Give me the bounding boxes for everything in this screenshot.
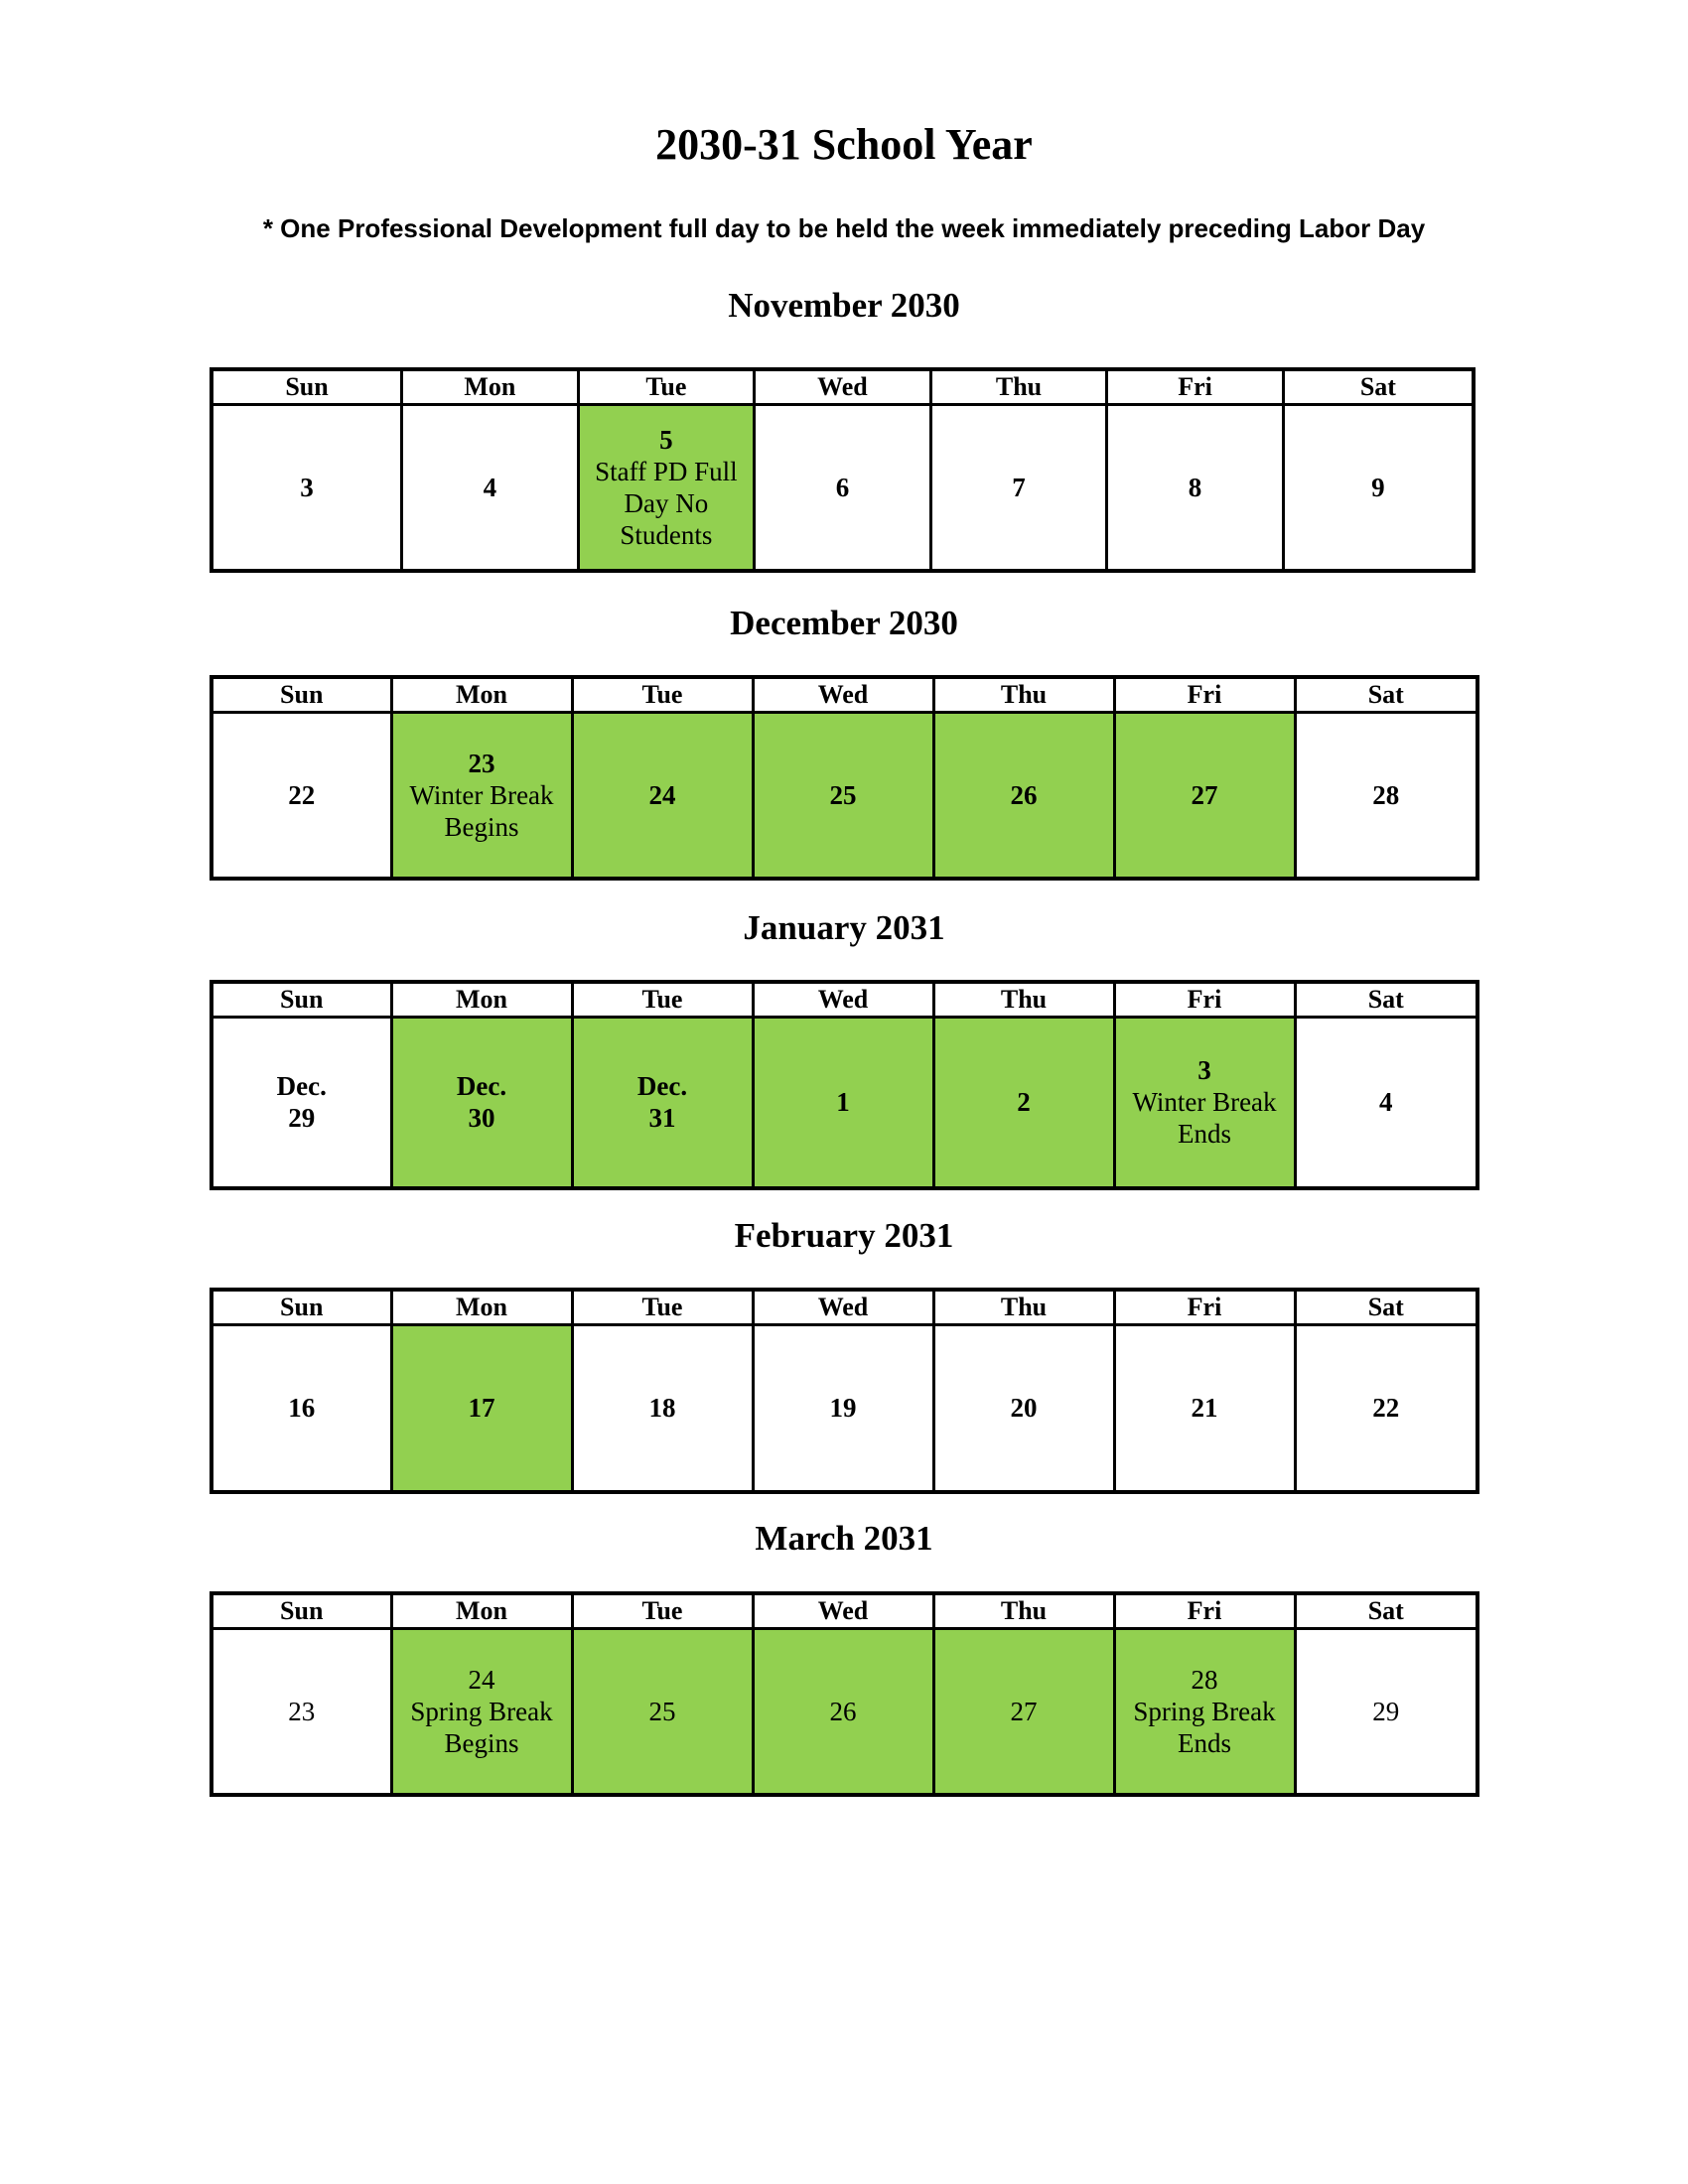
week-row [211, 1018, 1477, 1188]
weekday-header: Sat [1295, 677, 1477, 713]
weekday-header: Fri [1114, 982, 1295, 1018]
day-number: 2 [1017, 1087, 1031, 1118]
weekday-header: Tue [572, 677, 753, 713]
weekday-header: Thu [933, 982, 1114, 1018]
month-title-february: February 2031 [734, 1216, 954, 1255]
weekday-header: Wed [753, 982, 933, 1018]
day-cell-highlighted [391, 1629, 572, 1795]
weekday-header-row [211, 1593, 1477, 1629]
day-cell-highlighted [933, 1018, 1114, 1188]
weekday-header: Sat [1295, 1593, 1477, 1629]
calendar-november [210, 367, 1476, 573]
day-number: 23 [288, 1696, 316, 1726]
day-number: 5 [659, 424, 673, 455]
day-number: 21 [1191, 1393, 1218, 1424]
day-number: 29 [1372, 1696, 1400, 1726]
day-number: 24 [468, 1664, 495, 1695]
day-number: 8 [1188, 472, 1202, 502]
weekday-header: Wed [753, 1290, 933, 1325]
day-cell [753, 1325, 933, 1492]
day-note: Spring Break Ends [1133, 1696, 1276, 1758]
weekday-header: Wed [753, 1593, 933, 1629]
day-cell [1295, 1629, 1477, 1795]
day-cell [1114, 1325, 1295, 1492]
weekday-header: Tue [578, 369, 755, 405]
day-cell [1295, 1018, 1477, 1188]
day-cell [1295, 713, 1477, 879]
day-number: Dec. 30 [456, 1071, 507, 1134]
day-number: 25 [648, 1696, 676, 1726]
weekday-header: Tue [572, 982, 753, 1018]
day-cell [211, 1018, 391, 1188]
weekday-header: Mon [402, 369, 579, 405]
weekday-header-row [211, 1290, 1477, 1325]
day-cell-highlighted [1114, 713, 1295, 879]
day-number: 22 [288, 779, 316, 810]
weekday-header: Sat [1283, 369, 1474, 405]
day-number: 3 [300, 472, 314, 502]
weekday-header-row [211, 677, 1477, 713]
day-number: 27 [1010, 1696, 1038, 1726]
weekday-header: Fri [1114, 1593, 1295, 1629]
day-number: 9 [1371, 472, 1385, 502]
day-cell-highlighted [572, 1629, 753, 1795]
weekday-header-row [211, 369, 1474, 405]
day-number: 3 [1197, 1055, 1211, 1086]
day-number: 27 [1191, 779, 1218, 810]
weekday-header-row [211, 982, 1477, 1018]
calendar-december [210, 675, 1479, 881]
day-cell-highlighted [572, 713, 753, 879]
weekday-header: Thu [933, 677, 1114, 713]
day-cell [211, 713, 391, 879]
weekday-header: Mon [391, 677, 572, 713]
day-number: 18 [648, 1393, 676, 1424]
day-number: 28 [1191, 1664, 1218, 1695]
day-cell [211, 1629, 391, 1795]
week-row [211, 1629, 1477, 1795]
weekday-header: Tue [572, 1593, 753, 1629]
calendar-february [210, 1288, 1479, 1494]
day-number: 24 [648, 779, 676, 810]
weekday-header: Sun [211, 677, 391, 713]
day-cell [1295, 1325, 1477, 1492]
day-cell [1107, 405, 1284, 571]
day-cell [402, 405, 579, 571]
weekday-header: Sun [211, 982, 391, 1018]
week-row [211, 405, 1474, 571]
month-title-march: March 2031 [755, 1519, 933, 1558]
weekday-header: Mon [391, 1290, 572, 1325]
day-cell-highlighted [933, 713, 1114, 879]
day-cell [755, 405, 931, 571]
weekday-header: Tue [572, 1290, 753, 1325]
day-number: 4 [1379, 1087, 1393, 1118]
calendar-january [210, 980, 1479, 1190]
day-cell-highlighted [933, 1629, 1114, 1795]
day-cell-highlighted [1114, 1629, 1295, 1795]
day-cell-highlighted [391, 1018, 572, 1188]
day-cell-highlighted [572, 1018, 753, 1188]
day-cell-highlighted [1114, 1018, 1295, 1188]
day-cell-highlighted [753, 1629, 933, 1795]
weekday-header: Sun [211, 1290, 391, 1325]
day-cell [572, 1325, 753, 1492]
day-note: Staff PD Full Day No Students [595, 456, 738, 550]
calendar-march [210, 1591, 1479, 1797]
day-cell-highlighted [753, 713, 933, 879]
weekday-header: Wed [755, 369, 931, 405]
weekday-header: Thu [933, 1593, 1114, 1629]
day-cell [1283, 405, 1474, 571]
page-title: 2030-31 School Year [655, 120, 1033, 169]
day-cell [930, 405, 1107, 571]
day-number: 28 [1372, 779, 1400, 810]
week-row [211, 1325, 1477, 1492]
weekday-header: Sun [211, 1593, 391, 1629]
day-number: 22 [1372, 1393, 1400, 1424]
day-cell-highlighted [391, 713, 572, 879]
month-title-january: January 2031 [743, 908, 945, 947]
day-number: Dec. 29 [276, 1071, 327, 1134]
weekday-header: Sun [211, 369, 402, 405]
weekday-header: Sat [1295, 1290, 1477, 1325]
month-title-november: November 2030 [728, 286, 960, 325]
page-subtitle: * One Professional Development full day to be held the week immediately preceding Labor Day [262, 213, 1426, 243]
day-note: Winter Break Ends [1132, 1087, 1277, 1150]
day-number: 26 [829, 1696, 857, 1726]
weekday-header: Fri [1114, 677, 1295, 713]
weekday-header: Thu [933, 1290, 1114, 1325]
day-cell-highlighted [753, 1018, 933, 1188]
month-title-december: December 2030 [730, 604, 958, 642]
weekday-header: Fri [1107, 369, 1284, 405]
weekday-header: Wed [753, 677, 933, 713]
weekday-header: Mon [391, 982, 572, 1018]
weekday-header: Mon [391, 1593, 572, 1629]
day-cell-highlighted [578, 405, 755, 571]
day-number: 26 [1010, 779, 1038, 810]
day-cell [211, 1325, 391, 1492]
day-number: 6 [835, 472, 850, 502]
day-number: 19 [829, 1393, 857, 1424]
day-number: 20 [1010, 1393, 1038, 1424]
day-number: 23 [468, 748, 495, 778]
day-note: Spring Break Begins [410, 1696, 553, 1758]
day-cell [933, 1325, 1114, 1492]
weekday-header: Fri [1114, 1290, 1295, 1325]
day-number: 16 [288, 1393, 316, 1424]
weekday-header: Sat [1295, 982, 1477, 1018]
day-cell-highlighted [391, 1325, 572, 1492]
day-cell [211, 405, 402, 571]
day-number: 17 [468, 1393, 495, 1424]
week-row [211, 713, 1477, 879]
day-number: 1 [836, 1087, 850, 1118]
day-number: 4 [483, 472, 497, 502]
weekday-header: Thu [930, 369, 1107, 405]
day-note: Winter Break Begins [409, 779, 554, 842]
day-number: 25 [829, 779, 857, 810]
day-number: 7 [1012, 472, 1026, 502]
day-number: Dec. 31 [636, 1071, 688, 1134]
